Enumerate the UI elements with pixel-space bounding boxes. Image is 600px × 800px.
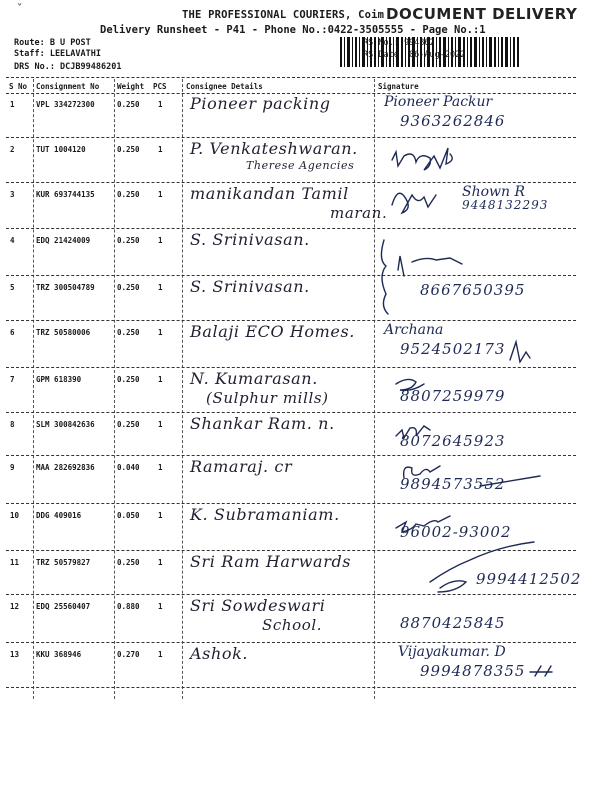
row-pcs: 1: [158, 283, 163, 292]
row-sno: 7: [10, 375, 15, 384]
row-pcs: 1: [158, 420, 163, 429]
row-pcs: 1: [158, 375, 163, 384]
row-signature-name: Vijayakumar. D: [398, 644, 506, 660]
row-consignee-line2: School.: [262, 616, 323, 634]
row-consignment-no: TRZ 50579827: [36, 558, 91, 567]
row-consignee-name: Sri Ram Harwards: [190, 552, 352, 571]
row-weight: 0.880: [117, 602, 140, 611]
row-weight: 0.250: [117, 190, 140, 199]
row-pcs: 1: [158, 100, 163, 109]
row-pcs: 1: [158, 602, 163, 611]
row-weight: 0.250: [117, 328, 140, 337]
row-sno: 8: [10, 420, 15, 429]
row-sno: 3: [10, 190, 15, 199]
signature-row-2: [392, 148, 452, 170]
row-sno: 4: [10, 236, 15, 245]
drs-number: DRS No.: DCJB99486201: [14, 62, 122, 72]
row-signature-name: Shown R: [462, 184, 526, 200]
row-weight: 0.250: [117, 100, 140, 109]
row-pcs: 1: [158, 145, 163, 154]
row-consignee-name: N. Kumarasan.: [190, 369, 318, 388]
row-weight: 0.250: [117, 145, 140, 154]
row-weight: 0.040: [117, 463, 140, 472]
row-consignee-name: Sri Sowdeswari: [190, 596, 326, 615]
row-pcs: 1: [158, 511, 163, 520]
row-pcs: 1: [158, 328, 163, 337]
col-header-signature: Signature: [378, 82, 419, 91]
row-sno: 10: [10, 511, 20, 520]
row-consignment-no: DDG 409016: [36, 511, 82, 520]
row-signature-phone: 9894573552: [400, 475, 506, 493]
signature-row-13-hash: [530, 666, 552, 676]
row-weight: 0.250: [117, 283, 140, 292]
row-consignment-no: TRZ 50580006: [36, 328, 91, 337]
row-signature-phone: 9994412502: [476, 570, 582, 588]
staff-label: Staff: LEELAVATHI: [14, 49, 101, 59]
row-weight: 0.250: [117, 420, 140, 429]
row-sno: 11: [10, 558, 20, 567]
row-weight: 0.250: [117, 236, 140, 245]
row-pcs: 1: [158, 558, 163, 567]
row-weight: 0.250: [117, 558, 140, 567]
row-sno: 2: [10, 145, 15, 154]
row-sno: 13: [10, 650, 20, 659]
row-signature-phone: 8667650395: [420, 281, 526, 299]
document-delivery-stamp: DOCUMENT DELIVERY: [386, 5, 578, 23]
row-consignment-no: EDQ 21424009: [36, 236, 91, 245]
row-consignment-no: KUR 693744135: [36, 190, 95, 199]
row-signature-phone: 8807259979: [400, 387, 506, 405]
signature-row-11: [430, 542, 534, 592]
route-label: Route: B U POST: [14, 38, 91, 48]
row-signature-phone: 96002-93002: [400, 523, 512, 541]
row-signature-phone: 9363262846: [400, 112, 506, 130]
row-sno: 5: [10, 283, 15, 292]
signature-row-4-5: [381, 240, 462, 314]
row-consignment-no: GPM 618390: [36, 375, 82, 384]
signature-row-10: [396, 516, 450, 532]
row-signature-name: Pioneer Packur: [384, 94, 493, 110]
row-pcs: 1: [158, 463, 163, 472]
row-weight: 0.050: [117, 511, 140, 520]
row-consignee-name: K. Subramaniam.: [190, 505, 340, 524]
row-sno: 1: [10, 100, 15, 109]
row-consignee-line2: Therese Agencies: [246, 159, 355, 172]
col-header-weight: Weight: [117, 82, 145, 91]
row-consignee-name: Balaji ECO Homes.: [190, 322, 355, 341]
row-consignment-no: EDQ 25560407: [36, 602, 91, 611]
col-header-consignee: Consignee Details: [186, 82, 263, 91]
row-consignee-name: Shankar Ram. n.: [190, 414, 335, 433]
row-consignee-name: manikandan Tamil: [190, 184, 349, 203]
row-consignment-no: MAA 282692836: [36, 463, 95, 472]
row-signature-name: Archana: [384, 322, 444, 338]
row-consignee-name: P. Venkateshwaran.: [190, 139, 358, 158]
row-consignment-no: KKU 368946: [36, 650, 82, 659]
row-consignment-no: TRZ 300504789: [36, 283, 95, 292]
row-signature-phone: 9524502173: [400, 340, 506, 358]
row-pcs: 1: [158, 650, 163, 659]
row-signature-phone: 8072645923: [400, 432, 506, 450]
row-signature-phone: 8870425845: [400, 614, 506, 632]
runsheet-subtitle: Delivery Runsheet - P41 - Phone No.:0422-3505555 - Page No.:1: [100, 24, 486, 36]
company-title: THE PROFESSIONAL COURIERS, Coim: [182, 9, 385, 21]
row-pcs: 1: [158, 190, 163, 199]
row-signature-phone: 9994878355: [420, 662, 526, 680]
row-consignee-name: S. Srinivasan.: [190, 230, 310, 249]
corner-mark: ˇ: [16, 2, 24, 16]
row-signature-phone: 9448132293: [462, 198, 549, 212]
row-consignee-name: Pioneer packing: [190, 94, 331, 113]
signature-row-8: [396, 426, 430, 438]
row-consignee-line2: maran.: [330, 204, 388, 222]
col-header-pcs: PCS: [153, 82, 167, 91]
row-sno: 9: [10, 463, 15, 472]
signature-row-6-tick: [510, 342, 530, 362]
signature-row-3: [392, 193, 436, 213]
row-sno: 6: [10, 328, 15, 337]
row-consignee-name: Ramaraj. cr: [190, 457, 293, 476]
row-consignee-name: Ashok.: [190, 644, 249, 663]
row-consignment-no: VPL 334272300: [36, 100, 95, 109]
row-consignment-no: SLM 300842636: [36, 420, 95, 429]
row-weight: 0.250: [117, 375, 140, 384]
row-consignment-no: TUT 1004120: [36, 145, 86, 154]
row-pcs: 1: [158, 236, 163, 245]
col-header-consignment: Consignment No: [36, 82, 100, 91]
col-header-sno: S No: [9, 82, 28, 91]
signature-row-7: [396, 379, 424, 390]
row-sno: 12: [10, 602, 20, 611]
signature-row-9: [404, 466, 540, 486]
rs-date: RS Date: 06-Aug-2022: [363, 50, 466, 60]
rs-number: RS No.: 994862: [363, 38, 435, 48]
row-consignee-name: S. Srinivasan.: [190, 277, 310, 296]
row-weight: 0.270: [117, 650, 140, 659]
row-consignee-line2: (Sulphur mills): [206, 389, 329, 407]
